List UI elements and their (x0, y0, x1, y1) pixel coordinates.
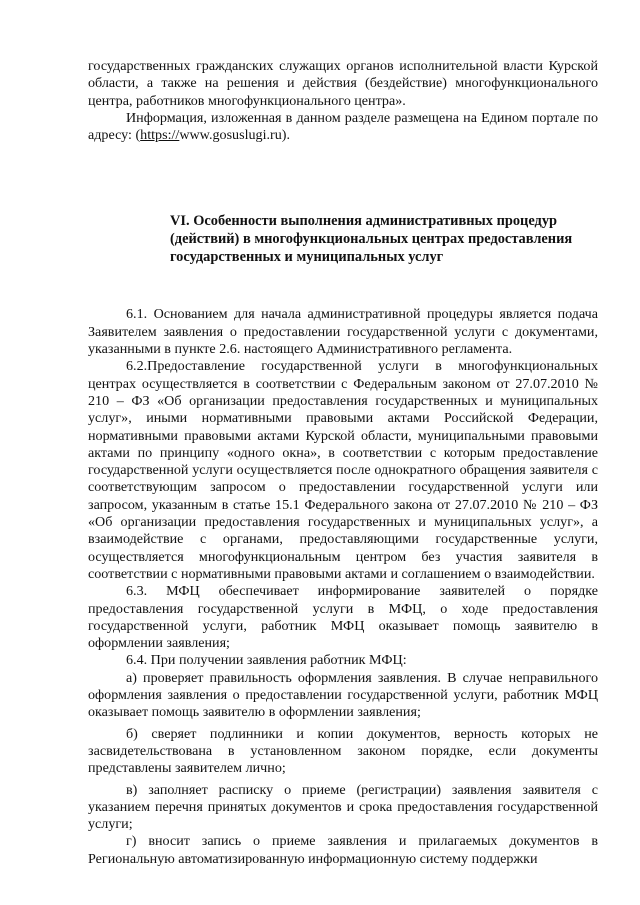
section-heading: VI. Особенности выполнения административных процедур (действий) в многофункциональных центрах предоставления государственных и муниципальных услуг (170, 213, 573, 266)
paragraph-6-4: 6.4. При получении заявления работник МФЦ: (126, 652, 407, 669)
list-item-b: б) сверяет подлинники и копии документов, верность которых не засвидетельствована в установленном законом порядке, если документы представлены заявителем лично; (88, 725, 598, 777)
portal-link-protocol[interactable]: https:// (140, 127, 180, 144)
list-item-a: а) проверяет правильность оформления заявления. В случае неправильного оформления заявления о предоставлении государственной услуги, работник МФЦ оказывает помощь заявителю в оформлении заявления; (88, 669, 598, 721)
paragraph-6-3: 6.3. МФЦ обеспечивает информирование заявителей о порядке предоставления государственной услуги в МФЦ, о ходе предоставления государственной услуги, работник МФЦ оказывает помощь заявителю в оформлении заявления; (88, 583, 598, 652)
intro-paragraph-2 (88, 110, 598, 145)
list-item-g: г) вносит запись о приеме заявления и прилагаемых документов в Региональную автоматизированную информационную систему поддержки (88, 833, 598, 867)
portal-text-before: Информация, изложенная в данном разделе размещена на Едином портале по адресу: ( (88, 109, 598, 144)
paragraph-6-1: 6.1. Основанием для начала административной процедуры является подача Заявителем заявления о предоставлении государственной услуги с документами, указанными в пункте 2.6. настоящего Административного регламента. (88, 306, 598, 358)
paragraph-6-2: 6.2.Предоставление государственной услуги в многофункциональных центрах осуществляется в соответствии с Федеральным законом от 27.07.2010 № 210 – ФЗ «Об организации предоставления государственных и муниципальных услуг», иными нормативными правовыми актами Российской Федерации, нормативными правовыми актами Курской области, муниципальными правовыми актами по принципу «одного окна», в соответствии с которым предоставление государственной услуги осуществляется после однократного обращения заявителя с соответствующим запросом о предоставлении государственной услуги или запросом, указанным в статье 15.1 Федерального закона от 27.07.2010 № 210 – ФЗ «Об организации предоставления государственных и муниципальных услуг», а взаимодействие с органами, предоставляющими государственные услуги, осуществляется многофункциональным центром без участия заявителя в соответствии с нормативными правовыми актами и соглашением о взаимодействии. (88, 358, 598, 582)
portal-text-after: www.gosuslugi.ru). (179, 127, 290, 144)
intro-paragraph-1: государственных гражданских служащих органов исполнительной власти Курской области, а также на решения и действия (бездействие) многофункционального центра, работников многофункционального центра». (88, 58, 598, 109)
list-item-v: в) заполняет расписку о приеме (регистрации) заявления заявителя с указанием перечня принятых документов и срока предоставления государственной услуги; (88, 781, 598, 833)
document-page (88, 58, 598, 868)
